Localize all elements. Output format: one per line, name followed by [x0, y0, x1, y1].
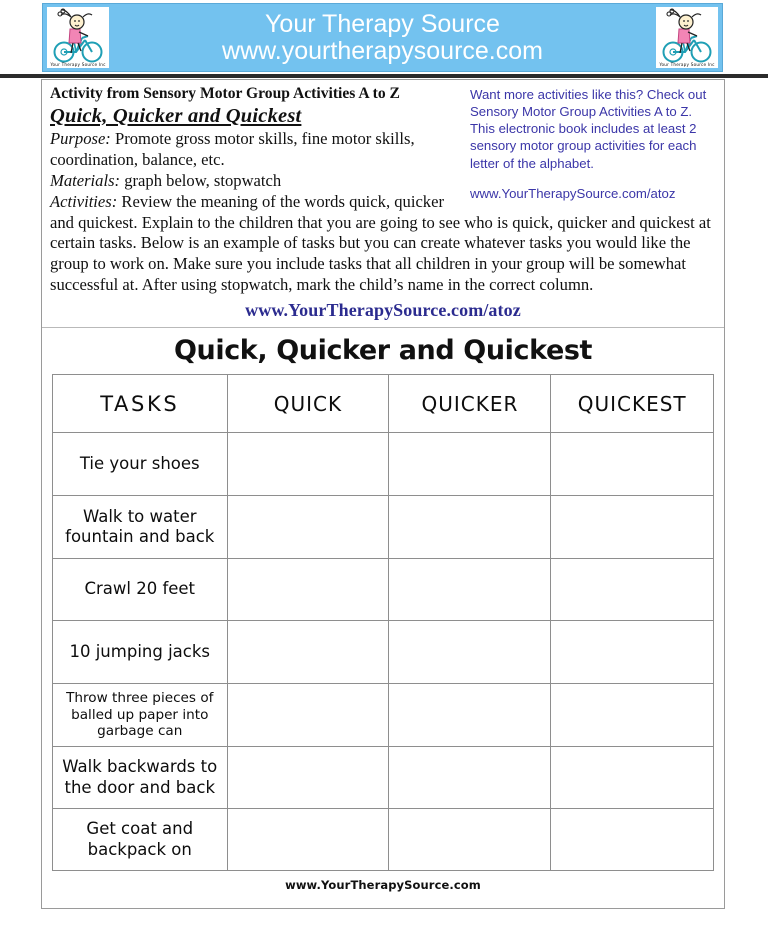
worksheet-title: Quick, Quicker and Quickest	[173, 335, 593, 366]
task-label: Get coat and backpack on	[53, 809, 228, 871]
table-row	[53, 621, 714, 684]
cell-quickest[interactable]	[551, 559, 714, 621]
intro-section	[42, 80, 724, 327]
table-header-row	[53, 375, 714, 433]
column-header-quicker: QUICKER	[389, 375, 551, 433]
purpose-text: Promote gross motor skills, fine motor skills, coordination, balance, etc.	[50, 129, 415, 170]
cell-quickest[interactable]	[551, 433, 714, 496]
task-label: Walk to water fountain and back	[53, 496, 228, 559]
site-header-banner	[42, 3, 723, 72]
column-header-quick: QUICK	[227, 375, 389, 433]
logo-left	[47, 7, 109, 68]
cell-quickest[interactable]	[551, 684, 714, 747]
cell-quick[interactable]	[227, 621, 389, 684]
column-header-tasks: TASKS	[53, 375, 228, 433]
banner-title-block	[113, 11, 652, 65]
promo-spacer	[470, 172, 716, 185]
cell-quicker[interactable]	[389, 496, 551, 559]
table-row	[53, 496, 714, 559]
cell-quicker[interactable]	[389, 621, 551, 684]
cell-quick[interactable]	[227, 809, 389, 871]
purpose-label: Purpose:	[50, 129, 111, 149]
content-container	[41, 79, 725, 909]
activity-source-line: Activity from Sensory Motor Group Activities A to Z	[50, 85, 400, 102]
cell-quicker[interactable]	[389, 747, 551, 809]
cell-quicker[interactable]	[389, 684, 551, 747]
cell-quickest[interactable]	[551, 809, 714, 871]
cell-quick[interactable]	[227, 433, 389, 496]
table-row	[53, 684, 714, 747]
cell-quickest[interactable]	[551, 496, 714, 559]
intro-center-url[interactable]: www.YourTherapySource.com/atoz	[245, 299, 521, 320]
task-label: Throw three pieces of balled up paper into garbage can	[53, 684, 228, 747]
promo-sidebar	[470, 86, 716, 202]
table-row	[53, 747, 714, 809]
banner-url: www.yourtherapysource.com	[222, 36, 543, 65]
cell-quick[interactable]	[227, 559, 389, 621]
cell-quickest[interactable]	[551, 621, 714, 684]
task-label: Walk backwards to the door and back	[53, 747, 228, 809]
header-divider-rule	[0, 74, 768, 78]
task-label: 10 jumping jacks	[53, 621, 228, 684]
activities-line	[50, 192, 716, 296]
table-row	[53, 559, 714, 621]
tasks-table	[52, 374, 714, 871]
footer-url[interactable]: www.YourTherapySource.com	[285, 878, 481, 892]
column-header-quickest: QUICKEST	[551, 375, 714, 433]
logo-caption: Your Therapy Source Inc	[50, 62, 106, 67]
task-label: Tie your shoes	[53, 433, 228, 496]
activities-text: Review the meaning of the words quick, quicker and quickest. Explain to the children that you are going to see who is quick, quicker and quickest at certain tasks. Below is an example of tasks but you can create whatever tasks you would like the group to work on. Make sure you include tasks that all children in your group will be somewhat successful at. After using stopwatch, mark the child’s name in the correct column.	[50, 191, 711, 294]
promo-text: Want more activities like this? Check out Sensory Motor Group Activities A to Z. This electronic book includes at least 2 sensory motor group activities for each letter of the alphabet.	[470, 87, 707, 171]
promo-url[interactable]: www.YourTherapySource.com/atoz	[470, 185, 676, 201]
worksheet-section	[42, 328, 724, 892]
cell-quick[interactable]	[227, 496, 389, 559]
cell-quicker[interactable]	[389, 559, 551, 621]
cell-quicker[interactable]	[389, 433, 551, 496]
activity-title: Quick, Quicker and Quickest	[50, 104, 302, 127]
cell-quickest[interactable]	[551, 747, 714, 809]
cell-quicker[interactable]	[389, 809, 551, 871]
activities-label: Activities:	[50, 191, 118, 211]
table-row	[53, 433, 714, 496]
task-label: Crawl 20 feet	[53, 559, 228, 621]
logo-right	[656, 7, 718, 68]
materials-label: Materials:	[50, 170, 121, 190]
materials-text: graph below, stopwatch	[120, 170, 282, 190]
cell-quick[interactable]	[227, 684, 389, 747]
table-row	[53, 809, 714, 871]
cell-quick[interactable]	[227, 747, 389, 809]
logo-caption: Your Therapy Source Inc	[659, 62, 715, 67]
banner-title: Your Therapy Source	[265, 9, 500, 38]
